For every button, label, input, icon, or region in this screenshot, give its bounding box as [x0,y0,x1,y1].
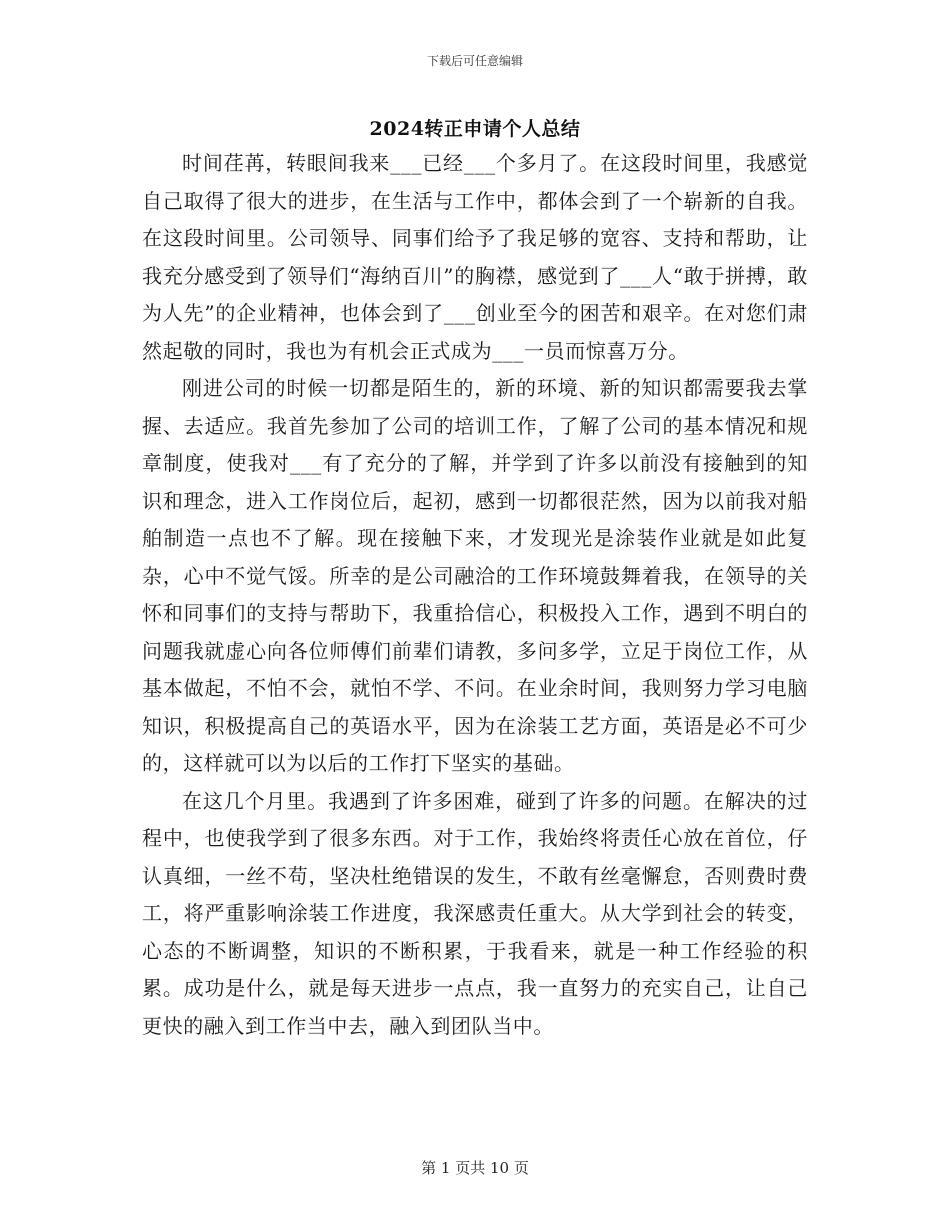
header-note: 下载后可任意编辑 [426,54,523,68]
page-number-footer: 第 1 页共 10 页 [421,1159,529,1177]
document-title: 2024转正申请个人总结 [369,118,581,140]
paragraph: 刚进公司的时候一切都是陌生的，新的环境、新的知识都需要我去掌握、去适应。我首先参加了公司的培训工作，了解了公司的基本情况和规章制度，使我对___有了充分的了解，并学到了许多以前没有接触到的知识和理念，进入工作岗位后，起初，感到一切都很茫然，因为以前我对船舶制造一点也不了解。现在接触下来，才发现光是涂装作业就是如此复杂，心中不觉气馁。所幸的是公司融洽的工作环境鼓舞着我，在领导的关怀和同事们的支持与帮助下，我重拾信心，积极投入工作，遇到不明白的问题我就虚心向各位师傅们前辈们请教，多问多学，立足于岗位工作，从基本做起，不怕不会，就怕不学、不问。在业余时间，我则努力学习电脑知识，积极提高自己的英语水平，因为在涂装工艺方面，英语是必不可少的，这样就可以为以后的工作打下坚实的基础。 [142,376,808,775]
paragraph: 时间荏苒，转眼间我来___已经___个多月了。在这段时间里，我感觉自己取得了很大的进步，在生活与工作中，都体会到了一个崭新的自我。在这段时间里。公司领导、同事们给予了我足够的宽容、支持和帮助，让我充分感受到了领导们“海纳百川”的胸襟，感觉到了___人“敢于拼搏，敢为人先”的企业精神，也体会到了___创业至今的困苦和艰辛。在对您们肃然起敬的同时，我也为有机会正式成为___一员而惊喜万分。 [142,151,808,363]
document-body [142,145,808,1045]
paragraph: 在这几个月里。我遇到了许多困难，碰到了许多的问题。在解决的过程中，也使我学到了很多东西。对于工作，我始终将责任心放在首位，仔认真细，一丝不苟，坚决杜绝错误的发生，不敢有丝毫懈怠，否则费时费工，将严重影响涂装工作进度，我深感责任重大。从大学到社会的转变，心态的不断调整，知识的不断积累，于我看来，就是一种工作经验的积累。成功是什么，就是每天进步一点点，我一直努力的充实自己，让自己更快的融入到工作当中去，融入到团队当中。 [142,788,808,1038]
